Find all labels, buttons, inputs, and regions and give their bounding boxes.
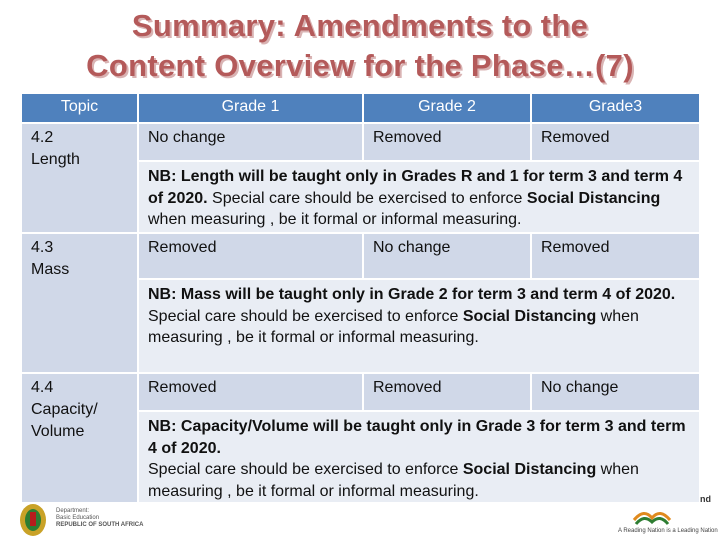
capacity-grade1: Removed	[139, 374, 362, 410]
mass-grade1: Removed	[139, 234, 362, 278]
capacity-grade3: No change	[532, 374, 699, 410]
reading-nation-logo	[612, 470, 720, 540]
mass-note: NB: Mass will be taught only in Grade 2 for term 3 and term 4 of 2020. Special care should be exercised to enforce Social Distancing when measuring , be it formal or informal measuring.	[139, 280, 699, 372]
topic-cell-capacity: 4.4 Capacity/ Volume	[22, 374, 137, 502]
capacity-grade2: Removed	[364, 374, 530, 410]
length-grade3: Removed	[532, 124, 699, 160]
header-grade3: Grade3	[532, 94, 699, 122]
slogan-partial: nd	[700, 494, 711, 504]
header-grade1: Grade 1	[139, 94, 362, 122]
length-grade2: Removed	[364, 124, 530, 160]
length-note: NB: Length will be taught only in Grades R and 1 for term 3 and term 4 of 2020. Special care should be exercised to enforce Social Distancing when measuring , be it formal or informal measuring.	[139, 162, 699, 232]
slogan: A Reading Nation is a Leading Nation	[618, 528, 718, 534]
coat-of-arms-icon	[16, 500, 50, 540]
department-logo	[10, 488, 160, 538]
mass-grade2: No change	[364, 234, 530, 278]
topic-cell-length: 4.2 Length	[22, 124, 137, 232]
header-grade2: Grade 2	[364, 94, 530, 122]
length-grade1: No change	[139, 124, 362, 160]
dept-line-1: Department:	[56, 508, 90, 514]
capacity-note: NB: Capacity/Volume will be taught only in Grade 3 for term 3 and term 4 of 2020. Special care should be exercised to enforce Social Distancing when measuring , be it formal or informal measuring.	[139, 412, 699, 502]
header-topic: Topic	[22, 94, 137, 122]
slide-title	[0, 6, 720, 86]
book-icon	[632, 500, 672, 526]
topic-cell-mass: 4.3 Mass	[22, 234, 137, 372]
title-line-1: Summary: Amendments to the	[131, 8, 589, 43]
mass-grade3: Removed	[532, 234, 699, 278]
dept-line-3: REPUBLIC OF SOUTH AFRICA	[56, 522, 144, 528]
title-line-2: Content Overview for the Phase…(7)	[86, 48, 634, 83]
dept-line-2: Basic Education	[56, 515, 100, 521]
